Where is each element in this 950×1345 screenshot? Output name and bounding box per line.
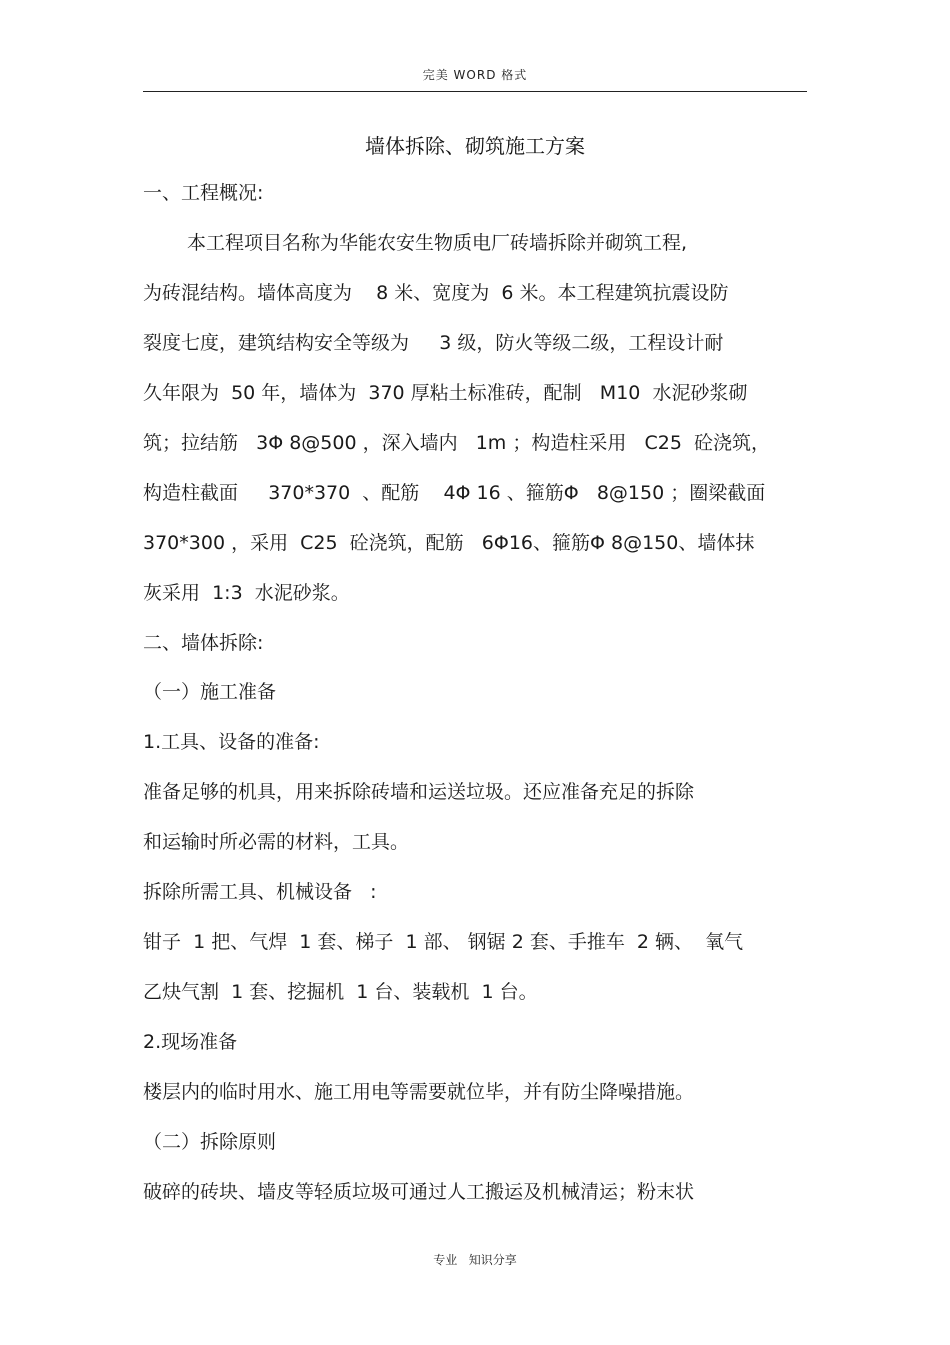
paragraph-line: 破碎的砖块、墙皮等轻质垃圾可通过人工搬运及机械清运；粉末状 bbox=[143, 1181, 695, 1203]
paragraph-line: 楼层内的临时用水、施工用电等需要就位毕，并有防尘降噪措施。 bbox=[143, 1081, 695, 1103]
header-divider bbox=[143, 91, 807, 92]
paragraph-line: 钳子 1 把、气焊 1 套、梯子 1 部、 钢锯 2 套、手推车 2 辆、 氧气 bbox=[143, 931, 744, 953]
paragraph-line: 准备足够的机具，用来拆除砖墙和运送垃圾。还应准备充足的拆除 bbox=[143, 781, 695, 803]
section-heading-demolition: 二、墙体拆除: bbox=[143, 632, 264, 654]
page-header: 完美 WORD 格式 bbox=[422, 68, 528, 82]
subsection-heading-preparation: （一）施工准备 bbox=[143, 681, 277, 703]
paragraph-line: 拆除所需工具、机械设备 : bbox=[143, 881, 377, 903]
paragraph-line: 裂度七度，建筑结构安全等级为 3 级，防火等级二级，工程设计耐 bbox=[143, 332, 724, 354]
paragraph-line: 筑；拉结筋 3Φ 8@500 ，深入墙内 1m ；构造柱采用 C25 砼浇筑， bbox=[143, 432, 770, 454]
document-title: 墙体拆除、砌筑施工方案 bbox=[365, 134, 585, 158]
paragraph-line: 久年限为 50 年，墙体为 370 厚粘土标准砖，配制 M10 水泥砂浆砌 bbox=[143, 382, 748, 404]
paragraph-line: 构造柱截面 370*370 、配筋 4Φ 16 、箍筋Φ 8@150 ；圈梁截面 bbox=[143, 482, 766, 504]
paragraph-line: 本工程项目名称为华能农安生物质电厂砖墙拆除并砌筑工程, bbox=[187, 232, 688, 254]
paragraph-line: 和运输时所必需的材料，工具。 bbox=[143, 831, 410, 853]
subheading-tools: 1.工具、设备的准备: bbox=[143, 731, 320, 753]
subsection-heading-principles: （二）拆除原则 bbox=[143, 1131, 277, 1153]
paragraph-line: 乙炔气割 1 套、挖掘机 1 台、装载机 1 台。 bbox=[143, 981, 538, 1003]
page-footer: 专业 知识分享 bbox=[433, 1253, 517, 1267]
section-heading-overview: 一、工程概况: bbox=[143, 182, 264, 204]
paragraph-line: 为砖混结构。墙体高度为 8 米、宽度为 6 米。本工程建筑抗震设防 bbox=[143, 282, 729, 304]
subheading-site-preparation: 2.现场准备 bbox=[143, 1031, 238, 1053]
paragraph-line: 灰采用 1:3 水泥砂浆。 bbox=[143, 582, 350, 604]
paragraph-line: 370*300 ，采用 C25 砼浇筑，配筋 6Φ16、箍筋Φ 8@150、墙体抹 bbox=[143, 532, 755, 554]
